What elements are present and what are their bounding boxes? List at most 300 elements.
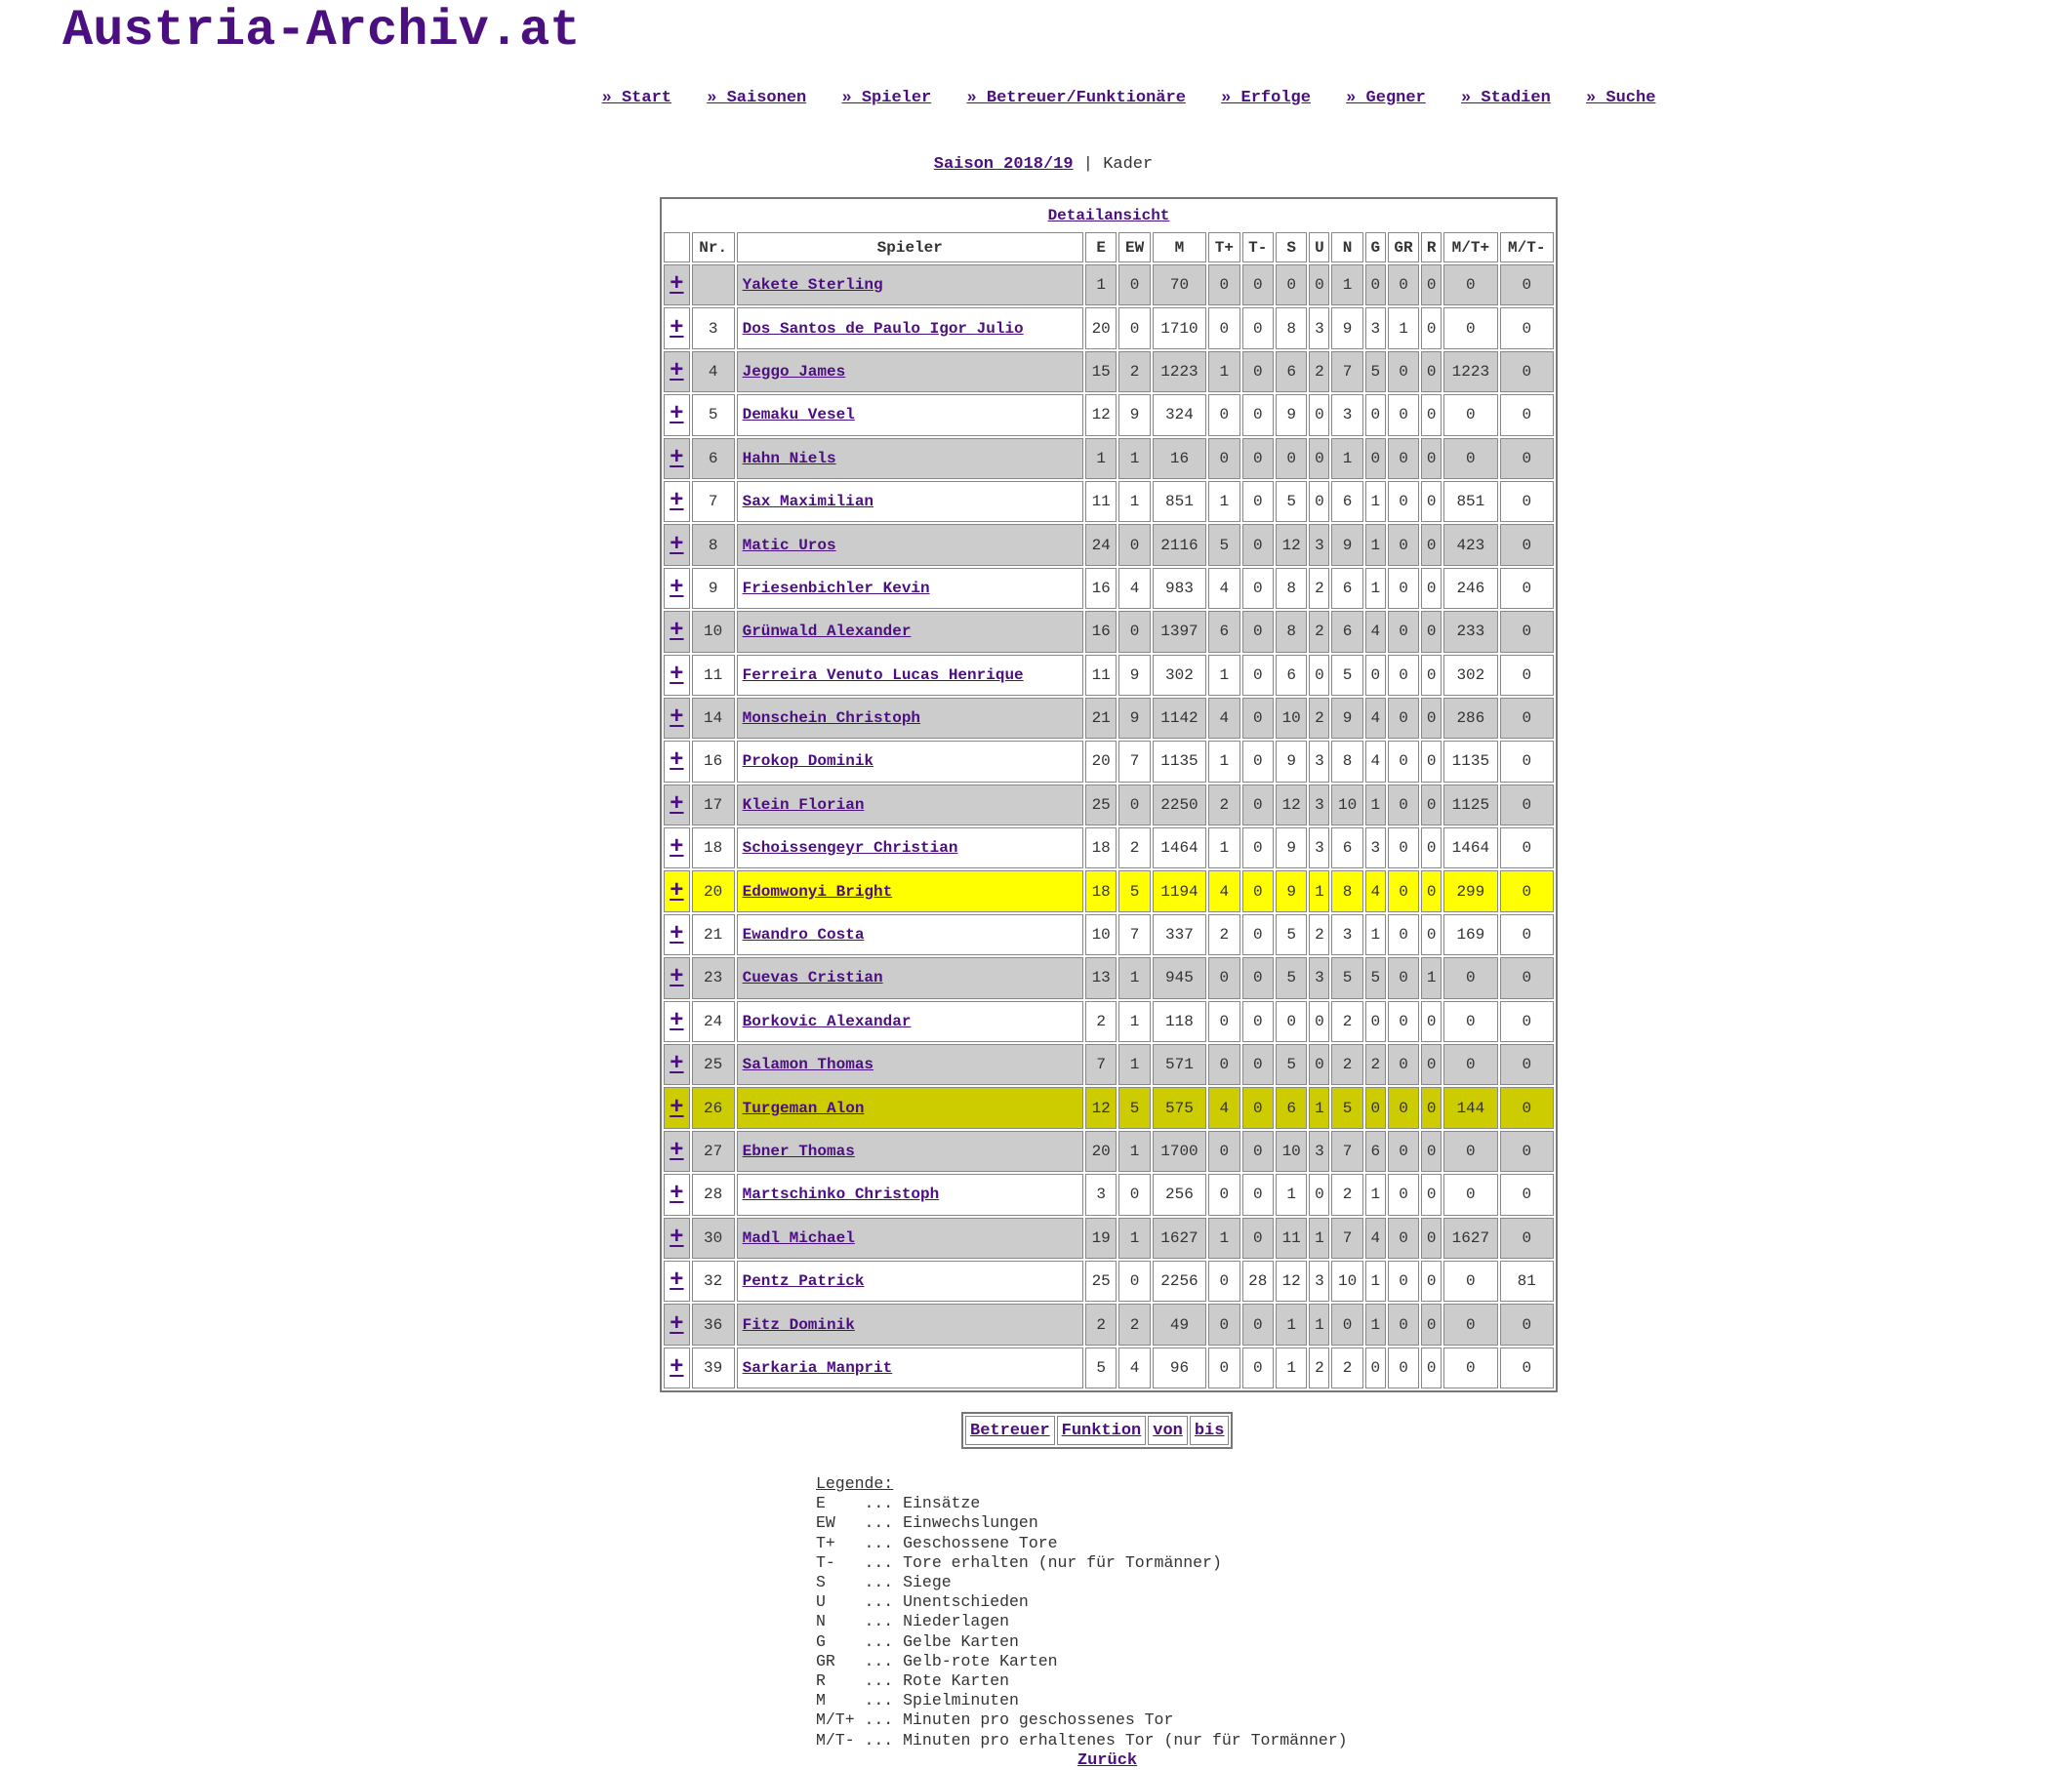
expand-plus-icon[interactable]: +: [670, 1007, 684, 1034]
stat-cell: 7: [1331, 1218, 1362, 1259]
stat-cell: 1135: [1153, 741, 1206, 782]
player-link[interactable]: Ewandro Costa: [742, 926, 865, 945]
column-header: U: [1309, 232, 1329, 262]
stat-cell: 0: [1388, 438, 1419, 479]
table-row: [664, 438, 1554, 479]
expand-plus-icon[interactable]: +: [670, 1353, 684, 1381]
stat-cell: 9: [1118, 698, 1150, 739]
stat-cell: 945: [1153, 957, 1206, 998]
nav-erfolge-link[interactable]: » Erfolge: [1221, 89, 1311, 107]
stat-cell: 1: [1388, 307, 1419, 348]
expand-cell: [664, 438, 690, 479]
legend-abbr: T+: [816, 1533, 835, 1552]
stat-cell: 0: [1421, 914, 1442, 955]
expand-plus-icon[interactable]: +: [670, 877, 684, 905]
staff-header-von[interactable]: von: [1148, 1416, 1188, 1445]
expand-plus-icon[interactable]: +: [670, 834, 684, 862]
stat-cell: 10: [1276, 1131, 1307, 1172]
legend-separator: ...: [864, 1691, 904, 1710]
expand-cell: [664, 1304, 690, 1345]
player-link[interactable]: Cuevas Cristian: [742, 969, 883, 987]
legend-abbr: M/T+: [816, 1710, 855, 1730]
staff-header-bis[interactable]: bis: [1190, 1416, 1230, 1445]
stat-cell: 4: [1208, 870, 1239, 911]
stat-cell: 1: [1365, 914, 1386, 955]
stat-cell: 1: [1118, 1131, 1150, 1172]
stat-cell: 3: [1309, 827, 1329, 868]
legend-items: [816, 1494, 1348, 1750]
stat-cell: 0: [1388, 1304, 1419, 1345]
stat-cell: 8: [1331, 870, 1362, 911]
jersey-number: 27: [692, 1131, 735, 1172]
column-header: E: [1085, 232, 1117, 262]
player-name-cell: [737, 1131, 1083, 1172]
legend-abbr: M/T-: [816, 1730, 855, 1750]
nav-start-link[interactable]: » Start: [601, 89, 671, 107]
nav-saisonen-link[interactable]: » Saisonen: [707, 89, 807, 107]
expand-cell: [664, 655, 690, 696]
expand-plus-icon[interactable]: +: [670, 790, 684, 818]
stat-cell: 8: [1331, 741, 1362, 782]
stat-cell: 0: [1388, 914, 1419, 955]
jersey-number: 8: [692, 524, 735, 565]
table-row: [664, 568, 1554, 609]
player-link[interactable]: Madl Michael: [742, 1228, 855, 1247]
nav-stadien-link[interactable]: » Stadien: [1460, 89, 1551, 107]
table-row: [664, 784, 1554, 825]
expand-cell: [664, 568, 690, 609]
player-link[interactable]: Hahn Niels: [742, 449, 836, 467]
expand-cell: [664, 1087, 690, 1128]
stat-cell: 0: [1388, 568, 1419, 609]
stat-cell: 302: [1153, 655, 1206, 696]
stat-cell: 0: [1388, 524, 1419, 565]
stat-cell: 0: [1421, 870, 1442, 911]
stat-cell: 16: [1153, 438, 1206, 479]
stat-cell: 0: [1208, 1131, 1239, 1172]
stat-cell: 0: [1421, 1261, 1442, 1302]
legend-abbr: M: [816, 1691, 826, 1710]
stat-cell: 0: [1208, 1348, 1239, 1388]
stat-cell: 0: [1276, 264, 1307, 305]
legend-desc: Minuten pro geschossenes Tor: [903, 1710, 1174, 1730]
stat-cell: 0: [1208, 1304, 1239, 1345]
stat-cell: 4: [1208, 698, 1239, 739]
expand-plus-icon[interactable]: +: [670, 401, 684, 428]
back-link[interactable]: Zurück: [1077, 1751, 1138, 1770]
legend-item: [816, 1710, 1348, 1730]
stat-cell: 2: [1208, 914, 1239, 955]
expand-cell: [664, 698, 690, 739]
stat-cell: 2: [1331, 1174, 1362, 1215]
stat-cell: 9: [1276, 870, 1307, 911]
expand-plus-icon[interactable]: +: [670, 747, 684, 775]
expand-plus-icon[interactable]: +: [670, 1181, 684, 1208]
column-header-row: [664, 232, 1554, 262]
stat-cell: 0: [1242, 524, 1274, 565]
player-link[interactable]: Demaku Vesel: [742, 406, 855, 424]
stat-cell: 3: [1331, 914, 1362, 955]
stat-cell: 0: [1421, 1087, 1442, 1128]
stat-cell: 13: [1085, 957, 1117, 998]
stat-cell: 0: [1421, 1131, 1442, 1172]
stat-cell: 1710: [1153, 307, 1206, 348]
season-link[interactable]: Saison 2018/19: [933, 155, 1074, 174]
table-row: [664, 870, 1554, 911]
table-row: [664, 524, 1554, 565]
stat-cell: 0: [1118, 307, 1150, 348]
stat-cell: 0: [1443, 1131, 1497, 1172]
stat-cell: 6: [1331, 611, 1362, 652]
player-link[interactable]: Edomwonyi Bright: [742, 882, 893, 901]
player-link[interactable]: Sax Maximilian: [742, 493, 874, 511]
jersey-number: 5: [692, 394, 735, 435]
stat-cell: 9: [1118, 655, 1150, 696]
stat-cell: 0: [1388, 264, 1419, 305]
stat-cell: 1: [1309, 870, 1329, 911]
stat-cell: 302: [1443, 655, 1497, 696]
stat-cell: 0: [1242, 1218, 1274, 1259]
player-link[interactable]: Prokop Dominik: [742, 752, 874, 771]
back-link-container: [0, 1751, 2072, 1770]
column-header: N: [1331, 232, 1362, 262]
stat-cell: 0: [1208, 1044, 1239, 1085]
stat-cell: 5: [1276, 481, 1307, 522]
player-name-cell: [737, 1261, 1083, 1302]
stat-cell: 10: [1331, 1261, 1362, 1302]
player-link[interactable]: Turgeman Alon: [742, 1099, 865, 1117]
column-header: S: [1276, 232, 1307, 262]
player-link[interactable]: Grünwald Alexander: [742, 623, 912, 641]
expand-plus-icon[interactable]: +: [670, 1310, 684, 1338]
player-link[interactable]: Pentz Patrick: [742, 1272, 865, 1291]
player-link[interactable]: Sarkaria Manprit: [742, 1358, 893, 1377]
stat-cell: 9: [1276, 741, 1307, 782]
stat-cell: 0: [1421, 741, 1442, 782]
column-header: G: [1365, 232, 1386, 262]
table-row: [664, 741, 1554, 782]
stat-cell: 1: [1085, 438, 1117, 479]
stat-cell: 1: [1208, 741, 1239, 782]
stat-cell: 0: [1242, 957, 1274, 998]
stat-cell: 1: [1421, 957, 1442, 998]
column-header: GR: [1388, 232, 1419, 262]
stat-cell: 1: [1365, 1304, 1386, 1345]
stat-cell: 0: [1421, 611, 1442, 652]
stat-cell: 1: [1365, 784, 1386, 825]
stat-cell: 0: [1443, 1044, 1497, 1085]
nav-suche-link[interactable]: » Suche: [1586, 89, 1656, 107]
stat-cell: 0: [1443, 394, 1497, 435]
expand-plus-icon[interactable]: +: [670, 357, 684, 384]
stat-cell: 4: [1208, 1087, 1239, 1128]
detail-header-cell: [664, 201, 1554, 230]
stat-cell: 1: [1365, 1261, 1386, 1302]
stat-cell: 5: [1276, 914, 1307, 955]
expand-plus-icon[interactable]: +: [670, 661, 684, 688]
stat-cell: 0: [1500, 655, 1554, 696]
staff-header-row: [965, 1416, 1229, 1445]
player-link[interactable]: Borkovic Alexandar: [742, 1012, 912, 1030]
stat-cell: 16: [1085, 611, 1117, 652]
expand-plus-icon[interactable]: +: [670, 1094, 684, 1121]
table-row: [664, 1261, 1554, 1302]
stat-cell: 0: [1242, 698, 1274, 739]
expand-plus-icon[interactable]: +: [670, 444, 684, 471]
legend-desc: Tore erhalten (nur für Tormänner): [903, 1552, 1222, 1572]
expand-cell: [664, 524, 690, 565]
stat-cell: 12: [1085, 1087, 1117, 1128]
column-header: EW: [1118, 232, 1150, 262]
stat-cell: 0: [1365, 394, 1386, 435]
expand-plus-icon[interactable]: +: [670, 964, 684, 991]
player-name-cell: [737, 481, 1083, 522]
stat-cell: 0: [1309, 655, 1329, 696]
stat-cell: 81: [1500, 1261, 1554, 1302]
jersey-number: [692, 264, 735, 305]
legend-abbr: E: [816, 1494, 826, 1513]
stat-cell: 11: [1276, 1218, 1307, 1259]
player-link[interactable]: Matic Uros: [742, 536, 836, 554]
stat-cell: 0: [1388, 1348, 1419, 1388]
stat-cell: 5: [1118, 1087, 1150, 1128]
stat-cell: 3: [1309, 307, 1329, 348]
player-name-cell: [737, 1174, 1083, 1215]
legend-item: [816, 1652, 1348, 1671]
stat-cell: 21: [1085, 698, 1117, 739]
stat-cell: 2256: [1153, 1261, 1206, 1302]
stat-cell: 0: [1242, 870, 1274, 911]
staff-header-funktion[interactable]: Funktion: [1057, 1416, 1147, 1445]
stat-cell: 0: [1500, 1044, 1554, 1085]
stat-cell: 12: [1276, 784, 1307, 825]
stat-cell: 0: [1443, 307, 1497, 348]
legend-separator: ...: [864, 1651, 904, 1670]
player-name-cell: [737, 307, 1083, 348]
legend-separator: ...: [864, 1573, 904, 1592]
column-header: T+: [1208, 232, 1239, 262]
legend-item: [816, 1731, 1348, 1750]
legend-desc: Rote Karten: [903, 1671, 1010, 1691]
player-name-cell: [737, 1044, 1083, 1085]
stat-cell: 1: [1208, 827, 1239, 868]
player-link[interactable]: Monschein Christoph: [742, 709, 921, 728]
stat-cell: 5: [1118, 870, 1150, 911]
player-link[interactable]: Jeggo James: [742, 362, 846, 381]
stat-cell: 70: [1153, 264, 1206, 305]
expand-cell: [664, 957, 690, 998]
legend-abbr: G: [816, 1631, 826, 1651]
player-name-cell: [737, 568, 1083, 609]
stat-cell: 0: [1388, 827, 1419, 868]
stat-cell: 0: [1421, 481, 1442, 522]
player-name-cell: [737, 914, 1083, 955]
stat-cell: 2: [1118, 1304, 1150, 1345]
main-nav: [0, 89, 2072, 107]
legend-separator: ...: [864, 1533, 904, 1552]
stat-cell: 851: [1443, 481, 1497, 522]
stat-cell: 5: [1331, 655, 1362, 696]
stat-cell: 4: [1365, 698, 1386, 739]
stat-cell: 7: [1085, 1044, 1117, 1085]
legend-separator: ...: [864, 1612, 904, 1631]
legend-separator: ...: [864, 1552, 904, 1572]
stat-cell: 1194: [1153, 870, 1206, 911]
nav-gegner-link[interactable]: » Gegner: [1346, 89, 1426, 107]
stat-cell: 0: [1388, 351, 1419, 392]
stat-cell: 1135: [1443, 741, 1497, 782]
stat-cell: 8: [1276, 611, 1307, 652]
stat-cell: 0: [1443, 1261, 1497, 1302]
stat-cell: 0: [1208, 264, 1239, 305]
expand-cell: [664, 914, 690, 955]
stat-cell: 7: [1331, 1131, 1362, 1172]
player-link[interactable]: Ferreira Venuto Lucas Henrique: [742, 665, 1024, 684]
stat-cell: 96: [1153, 1348, 1206, 1388]
stat-cell: 1: [1208, 655, 1239, 696]
table-row: [664, 1044, 1554, 1085]
legend-item: [816, 1513, 1348, 1533]
player-link[interactable]: Yakete Sterling: [742, 276, 883, 295]
stat-cell: 9: [1276, 394, 1307, 435]
player-link[interactable]: Schoissengeyr Christian: [742, 839, 958, 858]
jersey-number: 20: [692, 870, 735, 911]
stat-cell: 1: [1365, 568, 1386, 609]
detail-view-link[interactable]: Detailansicht: [1047, 207, 1170, 224]
legend-item: [816, 1592, 1348, 1612]
expand-plus-icon[interactable]: +: [670, 704, 684, 732]
jersey-number: 9: [692, 568, 735, 609]
stat-cell: 3: [1309, 741, 1329, 782]
player-link[interactable]: Fitz Dominik: [742, 1315, 855, 1334]
stat-cell: 5: [1365, 351, 1386, 392]
legend-item: [816, 1553, 1348, 1573]
expand-plus-icon[interactable]: +: [670, 271, 684, 299]
stat-cell: 19: [1085, 1218, 1117, 1259]
stat-cell: 246: [1443, 568, 1497, 609]
stat-cell: 423: [1443, 524, 1497, 565]
player-link[interactable]: Ebner Thomas: [742, 1143, 855, 1160]
player-link[interactable]: Klein Florian: [742, 795, 865, 814]
stat-cell: 0: [1421, 438, 1442, 479]
stat-cell: 0: [1388, 1174, 1419, 1215]
stat-cell: 1397: [1153, 611, 1206, 652]
stat-cell: 299: [1443, 870, 1497, 911]
legend-abbr: R: [816, 1671, 826, 1691]
stat-cell: 0: [1421, 1348, 1442, 1388]
table-row: [664, 827, 1554, 868]
stat-cell: 0: [1309, 394, 1329, 435]
player-link[interactable]: Salamon Thomas: [742, 1056, 874, 1074]
stat-cell: 1: [1118, 1218, 1150, 1259]
stat-cell: 337: [1153, 914, 1206, 955]
expand-plus-icon[interactable]: +: [670, 531, 684, 558]
expand-plus-icon[interactable]: +: [670, 574, 684, 601]
stat-cell: 0: [1388, 1001, 1419, 1042]
player-name-cell: [737, 524, 1083, 565]
expand-plus-icon[interactable]: +: [670, 921, 684, 948]
stat-cell: 2: [1331, 1001, 1362, 1042]
stat-cell: 10: [1276, 698, 1307, 739]
stat-cell: 144: [1443, 1087, 1497, 1128]
stat-cell: 9: [1331, 698, 1362, 739]
staff-header-betreuer[interactable]: Betreuer: [965, 1416, 1055, 1445]
stat-cell: 2: [1309, 1348, 1329, 1388]
nav-betreuer-link[interactable]: » Betreuer/Funktionäre: [966, 89, 1186, 107]
stat-cell: 0: [1118, 784, 1150, 825]
stat-cell: 2: [1208, 784, 1239, 825]
stat-cell: 1464: [1153, 827, 1206, 868]
expand-plus-icon[interactable]: +: [670, 488, 684, 515]
player-name-cell: [737, 1087, 1083, 1128]
stat-cell: 0: [1500, 1174, 1554, 1215]
expand-plus-icon[interactable]: +: [670, 1138, 684, 1164]
stat-cell: 0: [1118, 264, 1150, 305]
jersey-number: 32: [692, 1261, 735, 1302]
table-row: [664, 1174, 1554, 1215]
table-row: [664, 1001, 1554, 1042]
stat-cell: 0: [1500, 481, 1554, 522]
nav-spieler-link[interactable]: » Spieler: [841, 89, 932, 107]
stat-cell: 1: [1365, 524, 1386, 565]
stat-cell: 12: [1276, 1261, 1307, 1302]
player-link[interactable]: Friesenbichler Kevin: [742, 579, 930, 597]
stat-cell: 0: [1242, 438, 1274, 479]
jersey-number: 11: [692, 655, 735, 696]
stat-cell: 0: [1500, 1304, 1554, 1345]
stat-cell: 4: [1118, 1348, 1150, 1388]
breadcrumb-separator: |: [1082, 155, 1093, 174]
stat-cell: 3: [1365, 827, 1386, 868]
stat-cell: 2: [1309, 698, 1329, 739]
expand-plus-icon[interactable]: +: [670, 1267, 684, 1295]
stat-cell: 12: [1276, 524, 1307, 565]
legend-separator: ...: [864, 1631, 904, 1651]
legend-item: [816, 1691, 1348, 1710]
table-row: [664, 957, 1554, 998]
expand-cell: [664, 264, 690, 305]
player-name-cell: [737, 394, 1083, 435]
stat-cell: 0: [1242, 1087, 1274, 1128]
stat-cell: 6: [1331, 481, 1362, 522]
stat-cell: 9: [1331, 524, 1362, 565]
expand-plus-icon[interactable]: +: [670, 314, 684, 342]
breadcrumb-current: Kader: [1103, 155, 1154, 174]
player-link[interactable]: Martschinko Christoph: [742, 1186, 940, 1204]
stat-cell: 233: [1443, 611, 1497, 652]
stat-cell: 0: [1242, 351, 1274, 392]
stat-cell: 20: [1085, 1131, 1117, 1172]
expand-plus-icon[interactable]: +: [670, 618, 684, 645]
stat-cell: 1: [1208, 351, 1239, 392]
stat-cell: 24: [1085, 524, 1117, 565]
column-header: [664, 232, 690, 262]
stat-cell: 3: [1331, 394, 1362, 435]
stat-cell: 0: [1365, 1087, 1386, 1128]
stat-cell: 2: [1331, 1348, 1362, 1388]
expand-cell: [664, 351, 690, 392]
stat-cell: 0: [1208, 1261, 1239, 1302]
stat-cell: 0: [1309, 1174, 1329, 1215]
jersey-number: 26: [692, 1087, 735, 1128]
stat-cell: 0: [1388, 1131, 1419, 1172]
stat-cell: 4: [1365, 1218, 1386, 1259]
stat-cell: 851: [1153, 481, 1206, 522]
expand-plus-icon[interactable]: +: [670, 1224, 684, 1251]
player-link[interactable]: Dos Santos de Paulo Igor Julio: [742, 319, 1024, 338]
expand-plus-icon[interactable]: +: [670, 1051, 684, 1078]
stat-cell: 0: [1242, 741, 1274, 782]
